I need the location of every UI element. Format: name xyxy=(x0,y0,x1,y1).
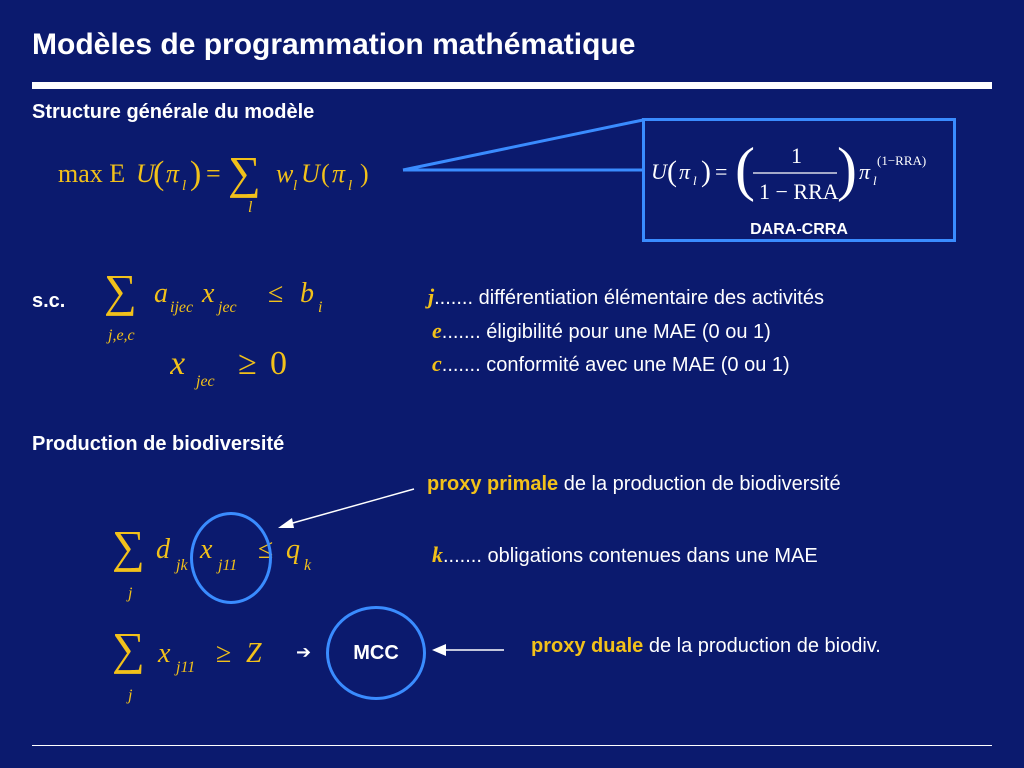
svg-text:l: l xyxy=(348,178,353,194)
svg-text:l: l xyxy=(873,173,877,188)
dual-formula-svg xyxy=(112,622,292,710)
legend-symbol-k: k xyxy=(432,542,443,567)
svg-text:≥: ≥ xyxy=(238,345,257,382)
svg-text:l: l xyxy=(182,178,187,194)
constraint-label: s.c. xyxy=(32,290,66,312)
svg-text:jk: jk xyxy=(176,557,188,574)
dual-arrow-head xyxy=(432,644,446,656)
primal-rest: de la production de biodiversité xyxy=(558,473,841,495)
svg-text:j11: j11 xyxy=(218,557,238,574)
svg-text:=: = xyxy=(715,159,728,184)
svg-text:∑: ∑ xyxy=(112,623,145,674)
implies-arrow-icon: ➔ xyxy=(296,642,312,662)
constraint-formula-2 xyxy=(170,336,330,392)
svg-text:k: k xyxy=(304,557,312,574)
svg-text:b: b xyxy=(300,278,314,309)
svg-text:l: l xyxy=(693,173,697,188)
legend-item-k xyxy=(432,542,818,568)
svg-text:≤: ≤ xyxy=(258,534,274,565)
svg-text:(: ( xyxy=(667,155,677,188)
svg-text:i: i xyxy=(318,299,323,316)
svg-text:l: l xyxy=(248,199,253,216)
utility-label: DARA-CRRA xyxy=(750,221,848,238)
svg-text:=: = xyxy=(206,159,221,188)
legend-symbol-e: e xyxy=(432,318,442,343)
utility-box xyxy=(642,118,956,242)
svg-text:≤: ≤ xyxy=(268,278,284,309)
svg-text:): ) xyxy=(701,155,711,188)
svg-text:U: U xyxy=(301,159,320,188)
slide-title: Modèles de programmation mathématique xyxy=(32,28,636,61)
svg-text:x: x xyxy=(202,278,215,309)
legend-text-c: ....... conformité avec une MAE (0 ou 1) xyxy=(441,354,790,376)
svg-text:j: j xyxy=(128,585,133,602)
svg-text:∑: ∑ xyxy=(228,148,261,198)
svg-text:d: d xyxy=(156,534,170,565)
legend-item-e xyxy=(432,318,771,344)
svg-text:x: x xyxy=(200,534,213,565)
svg-text:(1−RRA): (1−RRA) xyxy=(877,153,927,168)
svg-text:): ) xyxy=(360,159,369,188)
legend-text-e: ....... éligibilité pour une MAE (0 ou 1) xyxy=(441,321,771,343)
svg-text:(: ( xyxy=(153,155,165,192)
mcc-label: MCC xyxy=(353,642,399,664)
utility-formula-svg xyxy=(651,135,951,215)
primal-highlight: proxy primale xyxy=(427,473,559,495)
svg-text:0: 0 xyxy=(270,345,287,382)
svg-text:max E: max E xyxy=(58,159,126,188)
utility-formula xyxy=(651,135,951,215)
svg-text:w: w xyxy=(276,159,294,188)
svg-text:x: x xyxy=(170,345,186,382)
svg-text:≥: ≥ xyxy=(216,638,232,669)
dual-rest: de la production de biodiv. xyxy=(643,635,881,657)
legend-text-k: ....... obligations contenues dans une MAE xyxy=(443,545,818,567)
dual-formula xyxy=(112,622,292,710)
legend-item-c xyxy=(432,351,790,377)
svg-text:j11: j11 xyxy=(176,659,196,676)
svg-text:jec: jec xyxy=(218,299,237,316)
svg-text:a: a xyxy=(154,278,168,309)
dual-highlight: proxy duale xyxy=(531,635,644,657)
dual-legend xyxy=(531,635,881,658)
svg-text:Z: Z xyxy=(246,638,262,669)
footer-rule xyxy=(32,745,992,746)
svg-text:j: j xyxy=(128,687,133,704)
svg-text:∑: ∑ xyxy=(104,265,137,316)
svg-text:l: l xyxy=(293,178,298,194)
svg-text:): ) xyxy=(837,136,857,202)
svg-text:U: U xyxy=(651,159,667,184)
svg-text:π: π xyxy=(166,159,180,188)
legend-symbol-j: j xyxy=(428,284,435,309)
svg-text:U: U xyxy=(136,159,155,188)
svg-text:∑: ∑ xyxy=(112,521,145,572)
svg-text:jec: jec xyxy=(196,373,215,390)
svg-text:): ) xyxy=(190,155,202,192)
primal-highlight-circle xyxy=(190,512,272,604)
svg-text:(: ( xyxy=(735,136,755,202)
legend-item-j xyxy=(428,284,824,310)
svg-text:π: π xyxy=(679,159,691,184)
legend-symbol-c: c xyxy=(432,351,442,376)
svg-text:1 − RRA: 1 − RRA xyxy=(759,179,839,204)
constraint-formula-2-svg xyxy=(170,336,330,392)
connector-top-line xyxy=(403,120,643,170)
section-heading-structure: Structure générale du modèle xyxy=(32,101,315,123)
svg-text:q: q xyxy=(286,534,300,565)
legend-text-j: ....... différentiation élémentaire des activités xyxy=(434,287,824,309)
svg-text:x: x xyxy=(158,638,171,669)
section-heading-biodiversity: Production de biodiversité xyxy=(32,433,285,455)
primal-legend xyxy=(427,473,841,496)
svg-text:(: ( xyxy=(321,159,330,188)
svg-text:ijec: ijec xyxy=(170,299,194,316)
svg-text:π: π xyxy=(859,159,871,184)
svg-text:1: 1 xyxy=(791,143,802,168)
svg-text:j,e,c: j,e,c xyxy=(108,327,135,344)
svg-text:π: π xyxy=(332,159,346,188)
